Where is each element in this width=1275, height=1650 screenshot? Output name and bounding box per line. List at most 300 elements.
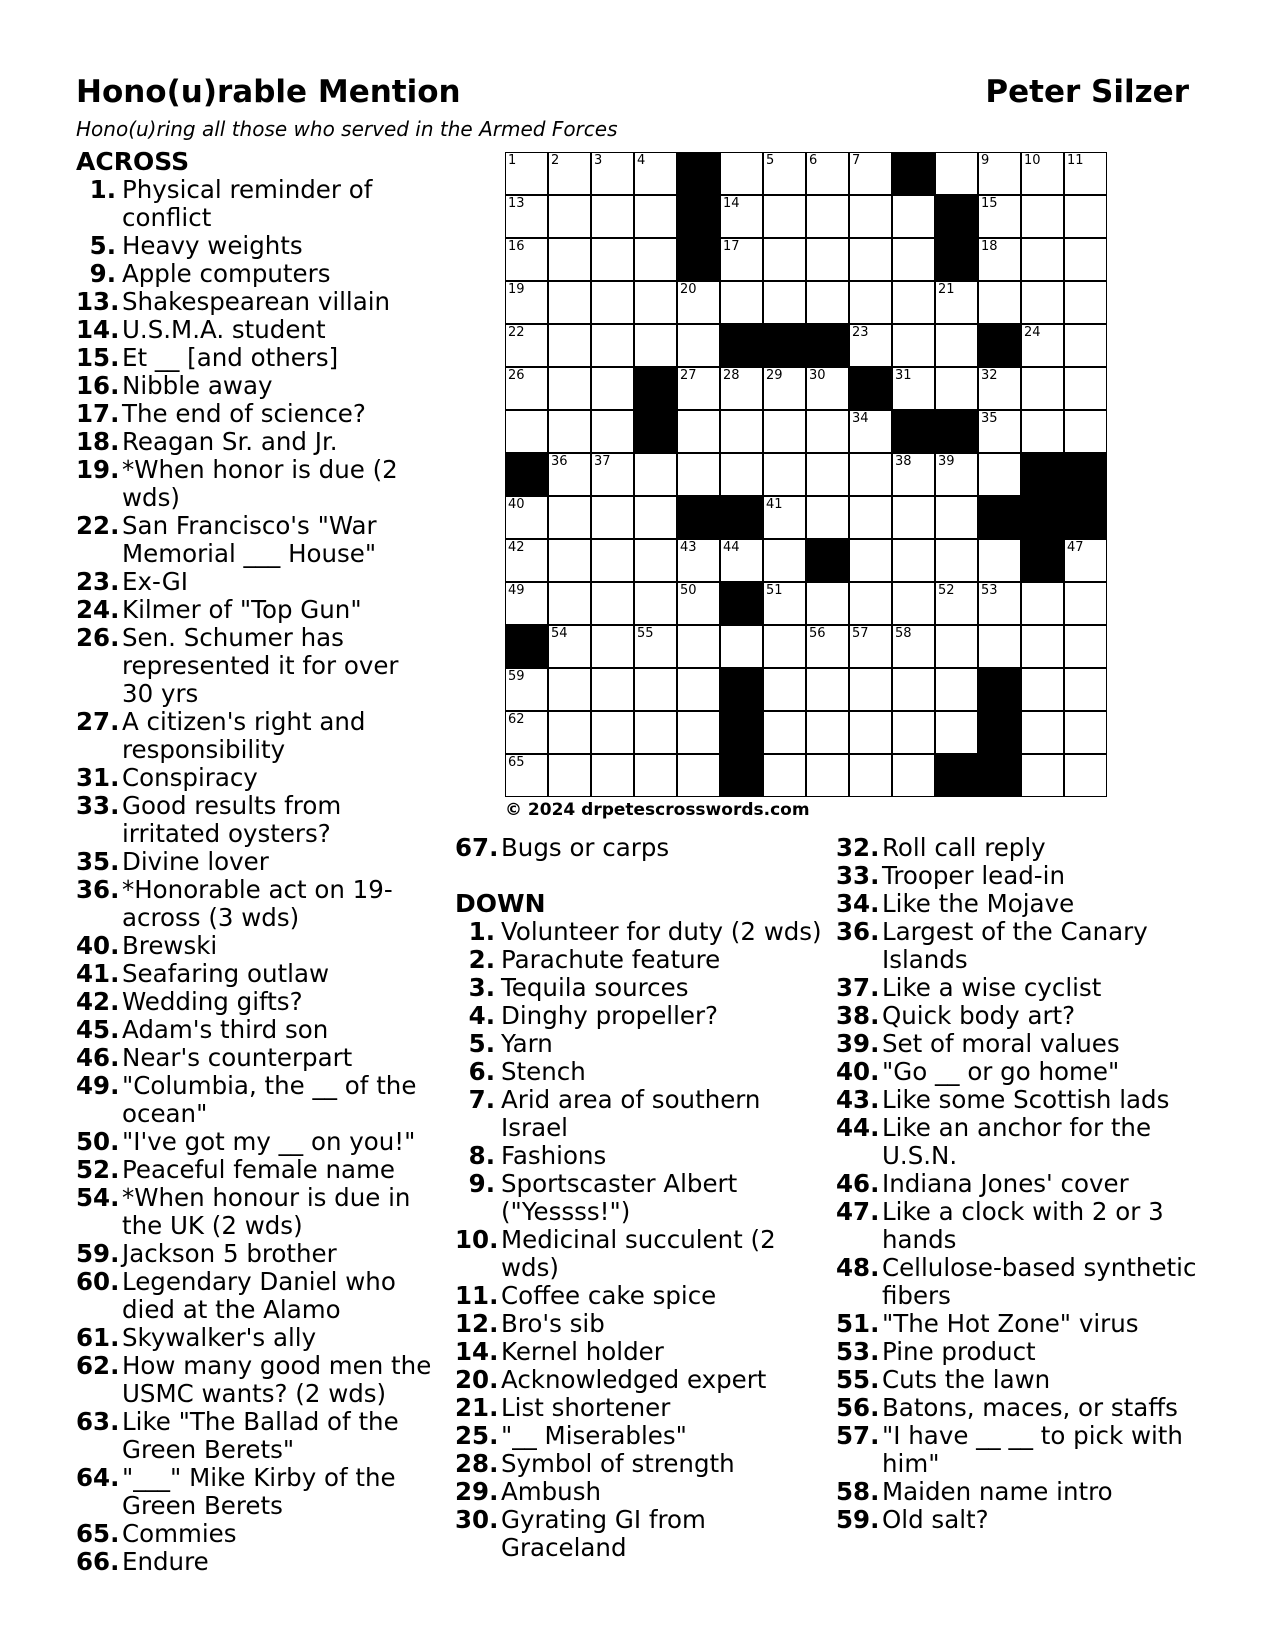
grid-cell[interactable] <box>763 711 806 754</box>
grid-cell[interactable] <box>634 195 677 238</box>
cell-number: 8 <box>895 153 904 168</box>
grid-cell[interactable] <box>720 238 763 281</box>
puzzle-subtitle: Hono(u)ring all those who served in the Armed Forces <box>76 117 618 141</box>
grid-cell[interactable] <box>849 238 892 281</box>
grid-cell-block <box>1064 496 1107 539</box>
grid-cell[interactable] <box>978 539 1021 582</box>
grid-cell[interactable] <box>763 367 806 410</box>
grid-cell[interactable] <box>591 539 634 582</box>
grid-cell[interactable] <box>634 539 677 582</box>
clue-item <box>836 1366 1216 1394</box>
grid-cell[interactable] <box>505 539 548 582</box>
grid-cell[interactable] <box>978 453 1021 496</box>
cell-number: 32 <box>981 368 998 383</box>
grid-cell[interactable] <box>1021 324 1064 367</box>
grid-cell[interactable] <box>720 539 763 582</box>
clue-number: 58. <box>836 1477 880 1506</box>
grid-cell[interactable] <box>849 711 892 754</box>
clue-text: Like a clock with 2 or 3 hands <box>882 1197 1164 1254</box>
clue-number: 20. <box>455 1365 499 1394</box>
grid-cell[interactable] <box>935 625 978 668</box>
grid-cell[interactable] <box>892 238 935 281</box>
grid-cell[interactable] <box>763 754 806 797</box>
grid-cell[interactable] <box>1021 625 1064 668</box>
clue-text: "I've got my __ on you!" <box>122 1127 416 1156</box>
grid-cell[interactable] <box>978 582 1021 625</box>
grid-cell[interactable] <box>763 668 806 711</box>
grid-cell[interactable] <box>591 281 634 324</box>
clue-text: Cellulose-based synthetic fibers <box>882 1253 1197 1310</box>
clue-number: 66. <box>76 1547 120 1576</box>
grid-cell[interactable] <box>548 668 591 711</box>
cell-number: 45 <box>809 540 826 555</box>
cell-number: 4 <box>637 153 646 168</box>
grid-cell[interactable] <box>806 496 849 539</box>
clue-item <box>455 1030 825 1058</box>
grid-cell[interactable] <box>505 152 548 195</box>
grid-cell[interactable] <box>677 668 720 711</box>
grid-cell-block <box>720 324 763 367</box>
grid-cell[interactable] <box>1064 367 1107 410</box>
clue-item <box>836 834 1216 862</box>
clue-item <box>836 974 1216 1002</box>
grid-cell[interactable] <box>892 453 935 496</box>
grid-cell[interactable] <box>677 410 720 453</box>
grid-cell[interactable] <box>1064 582 1107 625</box>
grid-cell-block <box>892 152 935 195</box>
grid-cell[interactable] <box>806 281 849 324</box>
clue-text: Et __ [and others] <box>122 343 339 372</box>
cell-number: 63 <box>723 712 740 727</box>
grid-cell[interactable] <box>591 195 634 238</box>
grid-cell[interactable] <box>634 668 677 711</box>
clue-number: 17. <box>76 399 120 428</box>
grid-cell[interactable] <box>1064 281 1107 324</box>
grid-cell[interactable] <box>505 324 548 367</box>
grid-cell[interactable] <box>806 754 849 797</box>
cell-number: 67 <box>981 755 998 770</box>
grid-cell[interactable] <box>849 625 892 668</box>
grid-cell[interactable] <box>505 711 548 754</box>
clue-text: Bugs or carps <box>501 833 670 862</box>
grid-cell[interactable] <box>892 496 935 539</box>
clue-number: 31. <box>76 763 120 792</box>
clue-text: Commies <box>122 1519 237 1548</box>
cell-number: 47 <box>1067 540 1084 555</box>
clue-text: "Columbia, the __ of the ocean" <box>122 1071 417 1128</box>
grid-cell[interactable] <box>892 668 935 711</box>
grid-cell[interactable] <box>591 754 634 797</box>
grid-cell[interactable] <box>1064 539 1107 582</box>
grid-cell[interactable] <box>720 281 763 324</box>
grid-cell[interactable] <box>849 195 892 238</box>
grid-cell[interactable] <box>1064 324 1107 367</box>
clue-text: Ex-GI <box>122 567 188 596</box>
cell-number: 57 <box>852 626 869 641</box>
grid-cell-block <box>720 754 763 797</box>
grid-cell[interactable] <box>806 238 849 281</box>
grid-cell[interactable] <box>1021 367 1064 410</box>
grid-cell[interactable] <box>634 324 677 367</box>
grid-cell[interactable] <box>1021 238 1064 281</box>
cell-number: 50 <box>680 583 697 598</box>
clue-number: 16. <box>76 371 120 400</box>
grid-cell-block <box>763 324 806 367</box>
grid-cell[interactable] <box>978 195 1021 238</box>
cell-number: 1 <box>508 153 517 168</box>
grid-cell[interactable] <box>591 453 634 496</box>
grid-cell[interactable] <box>806 625 849 668</box>
grid-cell[interactable] <box>935 453 978 496</box>
clue-text: Old salt? <box>882 1505 989 1534</box>
cell-number: 37 <box>594 454 611 469</box>
grid-cell[interactable] <box>634 453 677 496</box>
grid-cell[interactable] <box>892 754 935 797</box>
clue-number: 46. <box>76 1043 120 1072</box>
grid-cell[interactable] <box>763 625 806 668</box>
grid-cell[interactable] <box>548 582 591 625</box>
grid-cell[interactable] <box>505 754 548 797</box>
clue-item <box>455 1478 825 1506</box>
grid-cell[interactable] <box>1021 152 1064 195</box>
grid-cell-block <box>892 410 935 453</box>
clue-text: Bro's sib <box>501 1309 605 1338</box>
clue-number: 56. <box>836 1393 880 1422</box>
grid-cell[interactable] <box>505 367 548 410</box>
grid-cell[interactable] <box>849 281 892 324</box>
clue-number: 23. <box>76 567 120 596</box>
grid-cell[interactable] <box>892 582 935 625</box>
grid-cell[interactable] <box>1064 238 1107 281</box>
grid-cell[interactable] <box>548 367 591 410</box>
grid-cell[interactable] <box>591 496 634 539</box>
grid-cell[interactable] <box>892 195 935 238</box>
clue-item <box>836 1506 1216 1534</box>
grid-cell[interactable] <box>763 152 806 195</box>
grid-cell[interactable] <box>763 496 806 539</box>
clue-item <box>76 876 436 932</box>
grid-cell[interactable] <box>849 668 892 711</box>
grid-cell[interactable] <box>634 711 677 754</box>
clue-item <box>76 428 436 456</box>
grid-cell[interactable] <box>849 754 892 797</box>
clue-text: Kilmer of "Top Gun" <box>122 595 362 624</box>
grid-cell[interactable] <box>763 453 806 496</box>
grid-cell[interactable] <box>548 410 591 453</box>
clue-number: 6. <box>468 1057 495 1086</box>
grid-cell[interactable] <box>591 324 634 367</box>
cell-number: 40 <box>508 497 525 512</box>
clue-item <box>76 1240 436 1268</box>
cell-number: 28 <box>723 368 740 383</box>
grid-cell[interactable] <box>634 754 677 797</box>
clue-number: 43. <box>836 1085 880 1114</box>
grid-cell[interactable] <box>978 410 1021 453</box>
grid-cell[interactable] <box>634 582 677 625</box>
clue-item <box>455 1338 825 1366</box>
grid-cell[interactable] <box>1064 625 1107 668</box>
grid-cell[interactable] <box>763 539 806 582</box>
grid-cell[interactable] <box>634 152 677 195</box>
grid-cell-block <box>720 668 763 711</box>
clue-number: 33. <box>76 791 120 820</box>
across-heading: ACROSS <box>76 147 190 176</box>
grid-cell[interactable] <box>892 281 935 324</box>
grid-cell[interactable] <box>806 195 849 238</box>
grid-cell[interactable] <box>1021 410 1064 453</box>
grid-cell[interactable] <box>677 281 720 324</box>
clue-item <box>76 372 436 400</box>
clue-text: Ambush <box>501 1477 601 1506</box>
cell-number: 5 <box>766 153 775 168</box>
grid-cell[interactable] <box>548 453 591 496</box>
clue-text: Set of moral values <box>882 1029 1120 1058</box>
grid-cell[interactable] <box>548 539 591 582</box>
grid-cell[interactable] <box>677 539 720 582</box>
grid-cell[interactable] <box>505 195 548 238</box>
grid-cell-block <box>1021 453 1064 496</box>
grid-cell[interactable] <box>1021 668 1064 711</box>
grid-cell[interactable] <box>806 453 849 496</box>
grid-cell[interactable] <box>677 324 720 367</box>
clue-number: 47. <box>836 1197 880 1226</box>
grid-cell[interactable] <box>677 711 720 754</box>
grid-cell[interactable] <box>548 281 591 324</box>
grid-cell-block <box>634 367 677 410</box>
clue-text: "Go __ or go home" <box>882 1057 1120 1086</box>
grid-cell[interactable] <box>935 539 978 582</box>
grid-cell[interactable] <box>677 453 720 496</box>
clue-item <box>836 1170 1216 1198</box>
across-clue-list-continued <box>455 834 825 862</box>
grid-cell[interactable] <box>548 152 591 195</box>
grid-cell[interactable] <box>505 410 548 453</box>
grid-cell[interactable] <box>806 711 849 754</box>
grid-cell[interactable] <box>548 238 591 281</box>
grid-cell[interactable] <box>978 238 1021 281</box>
grid-cell[interactable] <box>935 668 978 711</box>
grid-cell[interactable] <box>1021 281 1064 324</box>
clue-item <box>836 1058 1216 1086</box>
clue-number: 8. <box>468 1141 495 1170</box>
cell-number: 10 <box>1024 153 1041 168</box>
grid-cell[interactable] <box>591 152 634 195</box>
grid-cell[interactable] <box>1064 711 1107 754</box>
clue-number: 15. <box>76 343 120 372</box>
grid-cell[interactable] <box>548 496 591 539</box>
clue-number: 19. <box>76 455 120 484</box>
grid-cell-block <box>806 324 849 367</box>
grid-cell[interactable] <box>720 625 763 668</box>
grid-cell[interactable] <box>591 410 634 453</box>
clue-text: Quick body art? <box>882 1001 1076 1030</box>
grid-cell[interactable] <box>935 711 978 754</box>
grid-cell[interactable] <box>892 539 935 582</box>
grid-cell[interactable] <box>849 496 892 539</box>
clue-text: Shakespearean villain <box>122 287 391 316</box>
grid-cell-block <box>677 496 720 539</box>
grid-cell[interactable] <box>1021 754 1064 797</box>
clue-text: Good results from irritated oysters? <box>122 791 342 848</box>
grid-cell[interactable] <box>763 238 806 281</box>
clue-item <box>836 1002 1216 1030</box>
grid-cell[interactable] <box>548 195 591 238</box>
grid-cell[interactable] <box>720 367 763 410</box>
clue-item <box>836 862 1216 890</box>
grid-cell[interactable] <box>634 281 677 324</box>
grid-cell-block <box>978 324 1021 367</box>
grid-cell[interactable] <box>935 582 978 625</box>
clue-number: 32. <box>836 833 880 862</box>
clue-item <box>76 288 436 316</box>
grid-cell[interactable] <box>763 195 806 238</box>
grid-cell[interactable] <box>591 582 634 625</box>
clue-text: Maiden name intro <box>882 1477 1113 1506</box>
grid-cell-block <box>634 410 677 453</box>
grid-cell[interactable] <box>806 410 849 453</box>
clue-number: 10. <box>455 1225 499 1254</box>
grid-cell[interactable] <box>849 582 892 625</box>
grid-cell[interactable] <box>548 711 591 754</box>
grid-cell[interactable] <box>978 152 1021 195</box>
cell-number: 13 <box>508 196 525 211</box>
cell-number: 19 <box>508 282 525 297</box>
grid-cell[interactable] <box>1064 195 1107 238</box>
grid-cell[interactable] <box>591 668 634 711</box>
grid-cell[interactable] <box>978 281 1021 324</box>
clue-text: Near's counterpart <box>122 1043 353 1072</box>
clue-number: 40. <box>76 931 120 960</box>
clue-number: 65. <box>76 1519 120 1548</box>
grid-cell[interactable] <box>591 625 634 668</box>
cell-number: 46 <box>1024 540 1041 555</box>
grid-cell[interactable] <box>677 625 720 668</box>
puzzle-title: Hono(u)rable Mention <box>76 74 461 110</box>
clue-number: 67. <box>455 833 499 862</box>
grid-cell[interactable] <box>634 496 677 539</box>
clue-item <box>76 568 436 596</box>
clue-text: Sportscaster Albert ("Yessss!") <box>501 1169 738 1226</box>
grid-cell[interactable] <box>849 453 892 496</box>
grid-cell[interactable] <box>763 582 806 625</box>
down-clue-list <box>455 918 825 1562</box>
grid-cell[interactable] <box>1064 152 1107 195</box>
grid-cell[interactable] <box>720 195 763 238</box>
grid-cell-block <box>978 711 1021 754</box>
grid-cell[interactable] <box>892 367 935 410</box>
clue-number: 11. <box>455 1281 499 1310</box>
grid-cell[interactable] <box>935 324 978 367</box>
grid-cell[interactable] <box>849 410 892 453</box>
grid-cell[interactable] <box>935 367 978 410</box>
cell-number: 33 <box>637 411 654 426</box>
grid-cell[interactable] <box>505 496 548 539</box>
clue-text: U.S.M.A. student <box>122 315 326 344</box>
clue-number: 22. <box>76 511 120 540</box>
grid-cell[interactable] <box>892 625 935 668</box>
grid-cell[interactable] <box>1021 582 1064 625</box>
grid-cell[interactable] <box>591 367 634 410</box>
grid-cell[interactable] <box>849 152 892 195</box>
grid-cell[interactable] <box>1021 711 1064 754</box>
cell-number: 54 <box>551 626 568 641</box>
cell-number: 66 <box>723 755 740 770</box>
grid-cell[interactable] <box>505 582 548 625</box>
clue-text: Kernel holder <box>501 1337 664 1366</box>
clue-item <box>76 316 436 344</box>
crossword-grid[interactable] <box>505 152 1150 797</box>
grid-cell[interactable] <box>720 152 763 195</box>
grid-cell[interactable] <box>806 367 849 410</box>
clue-text: Nibble away <box>122 371 273 400</box>
grid-cell[interactable] <box>548 324 591 367</box>
grid-cell[interactable] <box>505 668 548 711</box>
grid-cell[interactable] <box>806 152 849 195</box>
grid-cell[interactable] <box>1064 410 1107 453</box>
grid-cell[interactable] <box>677 367 720 410</box>
clue-text: "__ Miserables" <box>501 1421 687 1450</box>
grid-cell[interactable] <box>978 367 1021 410</box>
grid-cell[interactable] <box>591 711 634 754</box>
clue-number: 24. <box>76 595 120 624</box>
clue-number: 48. <box>836 1253 880 1282</box>
clue-number: 27. <box>76 707 120 736</box>
clue-text: Apple computers <box>122 259 331 288</box>
grid-cell[interactable] <box>1021 195 1064 238</box>
clue-item <box>836 1254 1216 1310</box>
grid-cell[interactable] <box>505 238 548 281</box>
clue-item <box>76 1156 436 1184</box>
grid-cell[interactable] <box>806 668 849 711</box>
grid-cell-block <box>978 668 1021 711</box>
grid-cell[interactable] <box>849 324 892 367</box>
grid-cell[interactable] <box>978 625 1021 668</box>
grid-cell[interactable] <box>763 281 806 324</box>
grid-cell[interactable] <box>634 625 677 668</box>
grid-cell[interactable] <box>892 711 935 754</box>
clue-text: Roll call reply <box>882 833 1046 862</box>
clue-text: "The Hot Zone" virus <box>882 1309 1139 1338</box>
grid-cell[interactable] <box>634 238 677 281</box>
grid-cell[interactable] <box>548 754 591 797</box>
cell-number: 58 <box>895 626 912 641</box>
grid-cell[interactable] <box>935 281 978 324</box>
grid-cell[interactable] <box>505 281 548 324</box>
clue-text: Yarn <box>501 1029 553 1058</box>
clue-number: 44. <box>836 1113 880 1142</box>
grid-cell[interactable] <box>849 539 892 582</box>
grid-cell[interactable] <box>935 152 978 195</box>
grid-cell-block <box>677 195 720 238</box>
cell-number: 41 <box>766 497 783 512</box>
grid-cell[interactable] <box>720 453 763 496</box>
clue-item <box>76 1408 436 1464</box>
grid-cell[interactable] <box>763 410 806 453</box>
grid-cell[interactable] <box>1064 668 1107 711</box>
grid-cell[interactable] <box>1064 754 1107 797</box>
grid-cell[interactable] <box>935 496 978 539</box>
grid-cell[interactable] <box>806 582 849 625</box>
grid-cell[interactable] <box>591 238 634 281</box>
grid-cell[interactable] <box>548 625 591 668</box>
clue-item <box>76 456 436 512</box>
grid-cell[interactable] <box>677 754 720 797</box>
cell-number: 11 <box>1067 153 1084 168</box>
grid-cell[interactable] <box>720 410 763 453</box>
grid-cell[interactable] <box>677 582 720 625</box>
clue-text: Stench <box>501 1057 586 1086</box>
grid-cell[interactable] <box>892 324 935 367</box>
